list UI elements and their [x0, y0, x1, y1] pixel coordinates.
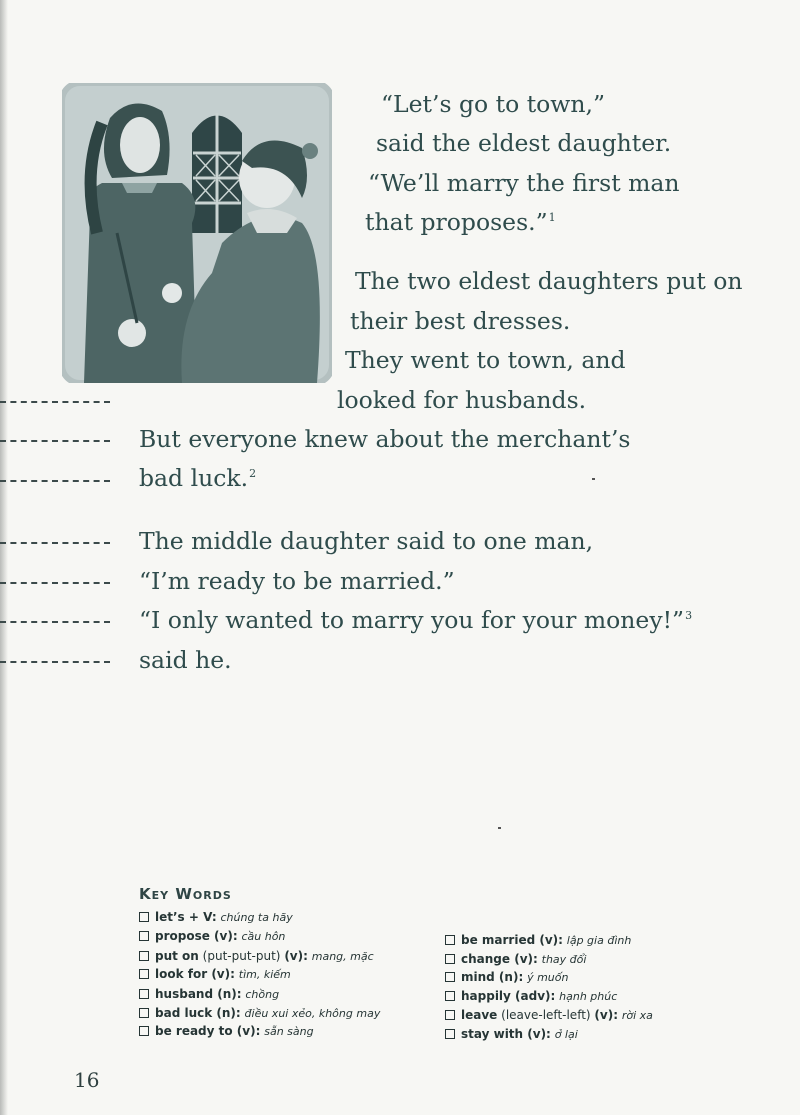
- dashed-annotation-line: [0, 401, 110, 403]
- story-line-text: The middle daughter said to one man,: [139, 527, 594, 555]
- key-word-term: put on: [155, 949, 199, 963]
- checkbox-icon: [445, 1029, 455, 1039]
- story-line: [139, 464, 257, 492]
- story-line-text: The two eldest daughters put on: [355, 267, 743, 295]
- key-word-meaning: cầu hôn: [241, 930, 286, 943]
- key-word-meaning: ở lại: [554, 1028, 578, 1041]
- story-line: [139, 606, 693, 634]
- checkbox-icon: [445, 1010, 455, 1020]
- story-line: [139, 567, 456, 595]
- footnote-marker: 1: [548, 211, 556, 224]
- key-word-item: [139, 1007, 380, 1019]
- key-word-term: bad luck (n):: [155, 1006, 241, 1020]
- key-word-meaning: điều xui xẻo, không may: [244, 1007, 381, 1020]
- key-word-meaning: mang, mặc: [311, 950, 374, 963]
- key-word-term: stay with (v):: [461, 1027, 551, 1041]
- key-word-item: [139, 950, 374, 962]
- print-speck: [498, 827, 501, 829]
- key-word-item: [445, 990, 617, 1002]
- key-word-term: let’s + V:: [155, 910, 217, 924]
- story-line: [139, 646, 233, 674]
- key-word-meaning: thay đổi: [541, 953, 587, 966]
- checkbox-icon: [139, 912, 149, 922]
- key-word-meaning: sẵn sàng: [264, 1025, 314, 1038]
- page-edge-shadow: [0, 0, 8, 1115]
- page-number: 16: [74, 1068, 100, 1092]
- dashed-annotation-line: [0, 661, 110, 663]
- checkbox-icon: [139, 989, 149, 999]
- key-word-item: [139, 968, 291, 980]
- key-word-term: be married (v):: [461, 933, 563, 947]
- key-word-term: look for (v):: [155, 967, 235, 981]
- dashed-annotation-line: [0, 480, 110, 482]
- story-line-text: said the eldest daughter.: [376, 129, 672, 157]
- footnote-marker: 2: [249, 467, 257, 480]
- key-word-meaning: chúng ta hãy: [220, 911, 293, 924]
- checkbox-icon: [139, 931, 149, 941]
- key-word-meaning: lập gia đình: [566, 934, 632, 947]
- story-line: [355, 267, 744, 295]
- story-illustration: [62, 83, 332, 383]
- dashed-annotation-line: [0, 440, 110, 442]
- key-word-term: change (v):: [461, 952, 538, 966]
- key-word-term: propose (v):: [155, 929, 238, 943]
- key-word-item: [445, 934, 631, 946]
- key-word-item: [139, 930, 285, 942]
- key-word-term: mind (n):: [461, 970, 524, 984]
- checkbox-icon: [139, 951, 149, 961]
- story-line-text: But everyone knew about the merchant’s: [139, 425, 631, 453]
- checkbox-icon: [445, 972, 455, 982]
- key-word-meaning: ý muốn: [527, 971, 569, 984]
- key-word-term: (v):: [284, 949, 308, 963]
- key-word-detail: (leave-left-left): [501, 1008, 591, 1022]
- key-word-meaning: rời xa: [621, 1009, 653, 1022]
- story-line: [139, 425, 632, 453]
- story-line-text: They went to town, and: [345, 346, 626, 374]
- key-word-item: [139, 1025, 314, 1037]
- story-line-text: “I only wanted to marry you for your money!”: [139, 606, 685, 634]
- story-line: [337, 386, 587, 414]
- key-word-term: husband (n):: [155, 987, 242, 1001]
- story-line-text: looked for husbands.: [337, 386, 587, 414]
- story-line-text: “We’ll marry the first man: [368, 169, 680, 197]
- dashed-annotation-line: [0, 582, 110, 584]
- story-line: [376, 129, 672, 157]
- key-word-term: leave: [461, 1008, 498, 1022]
- key-word-item: [139, 911, 293, 923]
- checkbox-icon: [445, 935, 455, 945]
- key-word-item: [445, 1028, 578, 1040]
- footnote-marker: 3: [685, 609, 693, 622]
- dashed-annotation-line: [0, 542, 110, 544]
- checkbox-icon: [445, 991, 455, 1001]
- story-line: [345, 346, 627, 374]
- key-word-term: happily (adv):: [461, 989, 556, 1003]
- key-word-meaning: hạnh phúc: [559, 990, 618, 1003]
- story-line: [139, 527, 594, 555]
- key-word-item: [445, 953, 586, 965]
- key-word-item: [445, 1009, 653, 1021]
- checkbox-icon: [445, 954, 455, 964]
- story-line-text: “I’m ready to be married.”: [139, 567, 455, 595]
- story-line-text: bad luck.: [139, 464, 249, 492]
- checkbox-icon: [139, 1008, 149, 1018]
- window-shape: [192, 113, 242, 233]
- key-word-meaning: chồng: [245, 988, 280, 1001]
- print-speck: [592, 478, 595, 480]
- key-word-item: [445, 971, 568, 983]
- story-line-text: “Let’s go to town,”: [381, 90, 606, 118]
- story-line-text: said he.: [139, 646, 232, 674]
- key-word-item: [139, 988, 279, 1000]
- key-word-meaning: tìm, kiếm: [238, 968, 291, 981]
- story-line-text: their best dresses.: [350, 307, 571, 335]
- key-word-detail: (put-put-put): [202, 949, 281, 963]
- checkbox-icon: [139, 969, 149, 979]
- story-line: [368, 169, 681, 197]
- story-line-text: that proposes.”: [365, 208, 548, 236]
- key-words-title: Key Words: [139, 885, 232, 903]
- story-line: [381, 90, 606, 118]
- checkbox-icon: [139, 1026, 149, 1036]
- key-word-term: (v):: [594, 1008, 619, 1022]
- dashed-annotation-line: [0, 621, 110, 623]
- story-line: [350, 307, 571, 335]
- story-line: [365, 208, 556, 236]
- key-word-term: be ready to (v):: [155, 1024, 261, 1038]
